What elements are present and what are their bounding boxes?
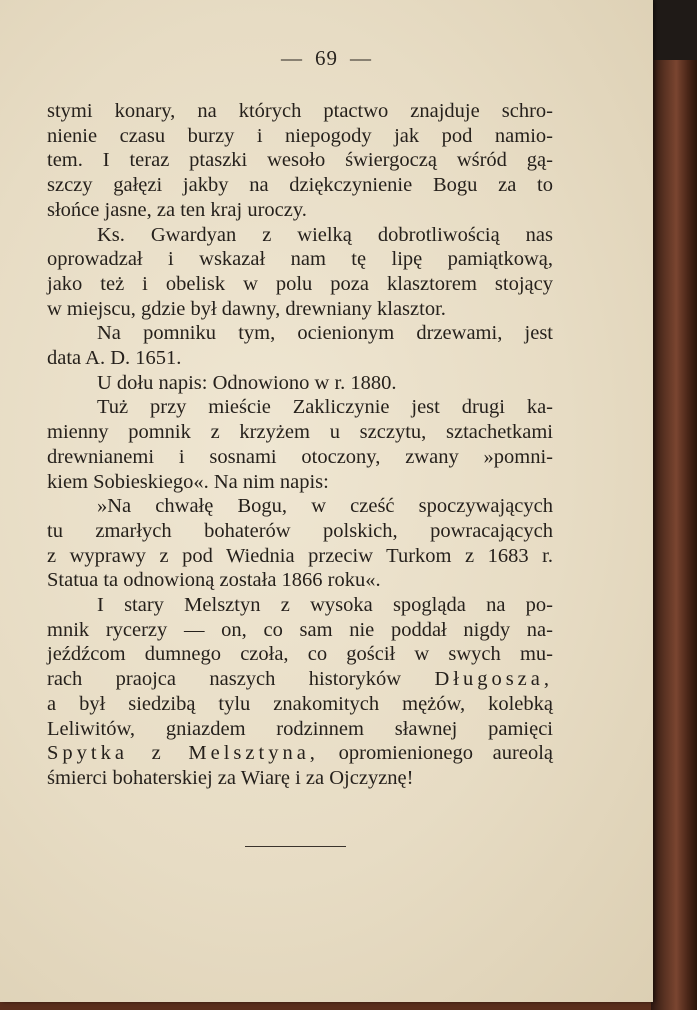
page-number-value: 69	[315, 46, 338, 70]
body-text	[47, 99, 553, 791]
page-number	[0, 46, 653, 71]
text-line: oprowadzał i wskazał nam tę lipę pamiątkową,	[47, 248, 553, 271]
text-line: drewnianemi i sosnami otoczony, zwany »pomni-	[47, 445, 553, 468]
text-fragment: opromienionego aureolą	[338, 742, 553, 765]
text-line: U dołu napis: Odnowiono w r. 1880.	[97, 371, 397, 394]
page-number-dash-right: —	[350, 46, 372, 70]
text-fragment: rach praojca naszych historyków	[47, 668, 402, 691]
text-line: Ks. Gwardyan z wielką dobrotliwością nas	[97, 223, 553, 246]
text-line: a był siedzibą tylu znakomitych mężów, kolebką	[47, 692, 553, 715]
text-line: mienny pomnik z krzyżem u szczytu, sztachetkami	[47, 421, 553, 444]
text-line: słońce jasne, za ten kraj uroczy.	[47, 198, 307, 221]
text-line: kiem Sobieskiego«. Na nim napis:	[47, 470, 329, 493]
text-line: śmierci bohaterskiej za Wiarę i za Ojczyznę!	[47, 766, 414, 789]
page-number-dash-left: —	[281, 46, 303, 70]
text-line: w miejscu, gdzie był dawny, drewniany klasztor.	[47, 297, 446, 320]
text-line: stymi konary, na których ptactwo znajduje schro-	[47, 100, 553, 122]
text-line: Tuż przy mieście Zakliczynie jest drugi ka-	[97, 396, 553, 419]
text-line: mnik rycerzy — on, co sam nie poddał nigdy na-	[47, 618, 553, 641]
text-line-mixed	[47, 741, 553, 766]
book-edge	[651, 0, 697, 60]
text-line: z wyprawy z pod Wiednia przeciw Turkom z 1683 r.	[47, 544, 553, 567]
text-line: I stary Melsztyn z wysoka spogląda na po-	[97, 594, 553, 617]
book-spine	[651, 0, 697, 1010]
text-line: Statua ta odnowioną została 1866 roku«.	[47, 569, 381, 592]
text-line: jako też i obelisk w polu poza klasztorem stojący	[47, 272, 553, 295]
text-line: data A. D. 1651.	[47, 347, 182, 370]
spaced-name-spytek: Spytka z Melsztyna,	[47, 742, 319, 765]
spaced-name-dlugosz: Długosza,	[434, 668, 553, 691]
text-line: tem. I teraz ptaszki wesoło świergoczą wśród gą-	[47, 149, 553, 172]
text-line: tu zmarłych bohaterów polskich, powracających	[47, 519, 553, 542]
text-line: szczy gałęzi jakby na dziękczynienie Bogu za to	[47, 174, 553, 197]
closing-rule	[245, 846, 346, 847]
text-line: nienie czasu burzy i niepogody jak pod namio-	[47, 124, 553, 147]
text-line-mixed	[47, 667, 553, 692]
text-line: »Na chwałę Bogu, w cześć spoczywających	[97, 495, 553, 518]
text-line: Na pomniku tym, ocienionym drzewami, jest	[97, 322, 553, 345]
text-line: jeźdźcom dumnego czoła, co gościł w swych mu-	[47, 643, 553, 666]
text-line: Leliwitów, gniazdem rodzinnem sławnej pamięci	[47, 717, 553, 740]
